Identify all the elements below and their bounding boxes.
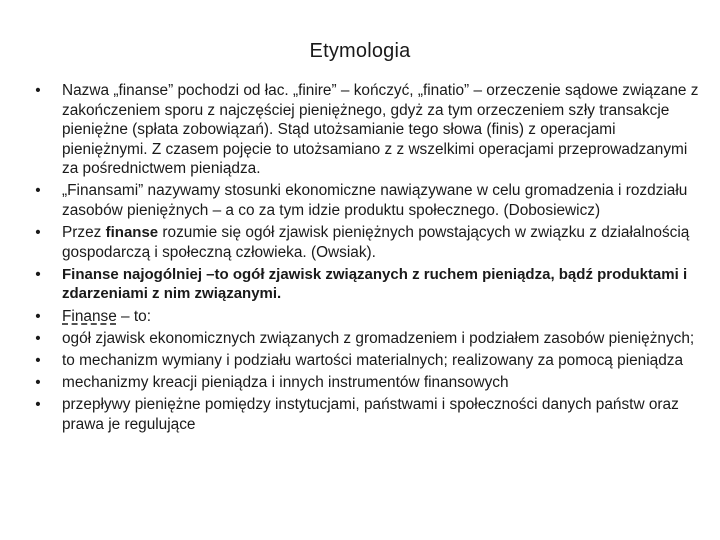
slide-title: Etymologia [309, 40, 411, 62]
bullet-text: Finanse najogólniej –to ogół zjawisk związanych z ruchem pieniądza, bądź produktami i zdarzeniami z nim związanymi. [62, 265, 688, 303]
bullet-item-finanse-to [28, 307, 700, 327]
bullet-text-suffix: – to: [116, 307, 151, 325]
bullet-item-phenomena [28, 329, 700, 349]
bullet-list [28, 81, 700, 437]
bullet-icon: • [35, 182, 41, 200]
bullet-item-owsiak-definition [28, 223, 700, 262]
bullet-icon: • [35, 395, 41, 413]
bullet-icon: • [35, 82, 41, 99]
bullet-text-prefix: Przez [62, 224, 106, 242]
bullet-item-etymology [28, 81, 700, 179]
bullet-item-dobosiewicz-definition [28, 181, 700, 220]
bullet-icon: • [35, 329, 41, 347]
bullet-emphasis: finanse [105, 224, 159, 242]
bullet-item-money-creation [28, 373, 700, 393]
bullet-item-general-definition [28, 265, 700, 304]
bullet-icon: • [35, 351, 41, 369]
bullet-text: ogół zjawisk ekonomicznych związanych z gromadzeniem i podziałem zasobów pieniężnych; [62, 329, 695, 347]
bullet-text: to mechanizm wymiany i podziału wartości materialnych; realizowany za pomocą pieniądza [62, 351, 684, 369]
bullet-icon: • [35, 373, 41, 391]
bullet-text: Nazwa „finanse” pochodzi od łac. „finire” – kończyć, „finatio” – orzeczenie sądowe związane z zakończeniem sporu z najczęściej pieniężnego, gdyż za tym orzeczeniem szły transakcje pieniężne (spłata zobowiązań). Stąd utożsamianie tego słowa (finis) z operacjami pieniężnymi. Z czasem pojęcie to utożsamiano z z wszelkimi operacjami przeprowadzanymi za pośrednictwem pieniądza. [62, 82, 699, 178]
bullet-text: przepływy pieniężne pomiędzy instytucjami, państwami i społeczności danych państw oraz prawa je regulujące [62, 395, 679, 433]
bullet-icon: • [35, 265, 41, 283]
bullet-text-suffix: rozumie się ogół zjawisk pieniężnych powstających w związku z działalnością gospodarczą i społeczną człowieka. (Owsiak). [62, 224, 690, 261]
bullet-item-exchange-mechanism [28, 351, 700, 371]
bullet-item-cash-flows [28, 395, 700, 434]
bullet-text: mechanizmy kreacji pieniądza i innych instrumentów finansowych [62, 373, 509, 391]
bullet-icon: • [35, 224, 41, 242]
bullet-text: „Finansami” nazywamy stosunki ekonomiczne nawiązywane w celu gromadzenia i rozdziału zasobów pieniężnych – a co za tym idzie produktu społecznego. (Dobosiewicz) [62, 182, 688, 220]
bullet-icon: • [35, 307, 41, 325]
bullet-emphasis-underlined: Finanse [62, 307, 117, 325]
